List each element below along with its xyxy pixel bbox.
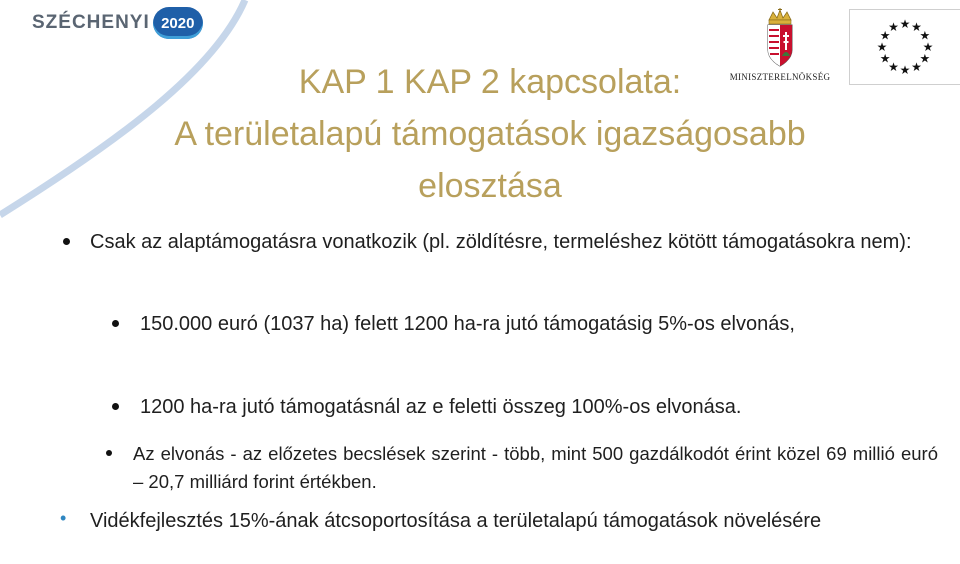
- bullet-text-1a: 150.000 euró (1037 ha) felett 1200 ha-ra jutó támogatásig 5%-os elvonás,: [140, 313, 795, 335]
- eu-star-icon: ★: [876, 40, 888, 54]
- bullet-dot: [112, 320, 119, 327]
- bullet-text-2: Vidékfejlesztés 15%-ának átcsoportosítása a területalapú támogatások növelésére: [90, 510, 822, 532]
- bullet-dot: [112, 403, 119, 410]
- eu-star-icon: ★: [919, 51, 931, 66]
- bullet-text-1: Csak az alaptámogatásra vonatkozik (pl. zöldítésre, termeléshez kötött támogatásokra nem):: [90, 231, 912, 253]
- bullet-arrow-icon: •: [60, 508, 67, 528]
- eu-star-icon: ★: [911, 20, 922, 35]
- eu-star-icon: ★: [911, 59, 922, 74]
- szechenyi-logo-text: SZÉCHENYI: [32, 12, 150, 33]
- eu-star-icon: ★: [899, 17, 911, 31]
- bullet-dot: [106, 450, 112, 456]
- bullet-text-1c: Az elvonás - az előzetes becslések szerint - több, mint 500 gazdálkodót érint közel 69 millió euró – 20,7 milliárd forint értékben.: [133, 443, 938, 492]
- title-line-3: elosztása: [418, 167, 562, 205]
- eu-star-icon: ★: [879, 28, 891, 43]
- eu-star-icon: ★: [899, 63, 911, 77]
- eu-star-icon: ★: [922, 40, 934, 54]
- ministry-logo-label: MINISZTERELNÖKSÉG: [729, 72, 831, 82]
- title-line-2: A területalapú támogatások igazságosabb: [174, 115, 806, 153]
- eu-star-icon: ★: [919, 28, 931, 43]
- title-line-1: KAP 1 KAP 2 kapcsolata:: [298, 63, 682, 101]
- eu-star-icon: ★: [888, 59, 899, 74]
- eu-star-icon: ★: [888, 20, 899, 35]
- bullet-text-1b: 1200 ha-ra jutó támogatásnál az e feletti összeg 100%-os elvonása.: [140, 396, 742, 418]
- eu-star-icon: ★: [879, 51, 891, 66]
- szechenyi-logo-year: 2020: [153, 7, 203, 39]
- bullet-dot: [63, 238, 70, 245]
